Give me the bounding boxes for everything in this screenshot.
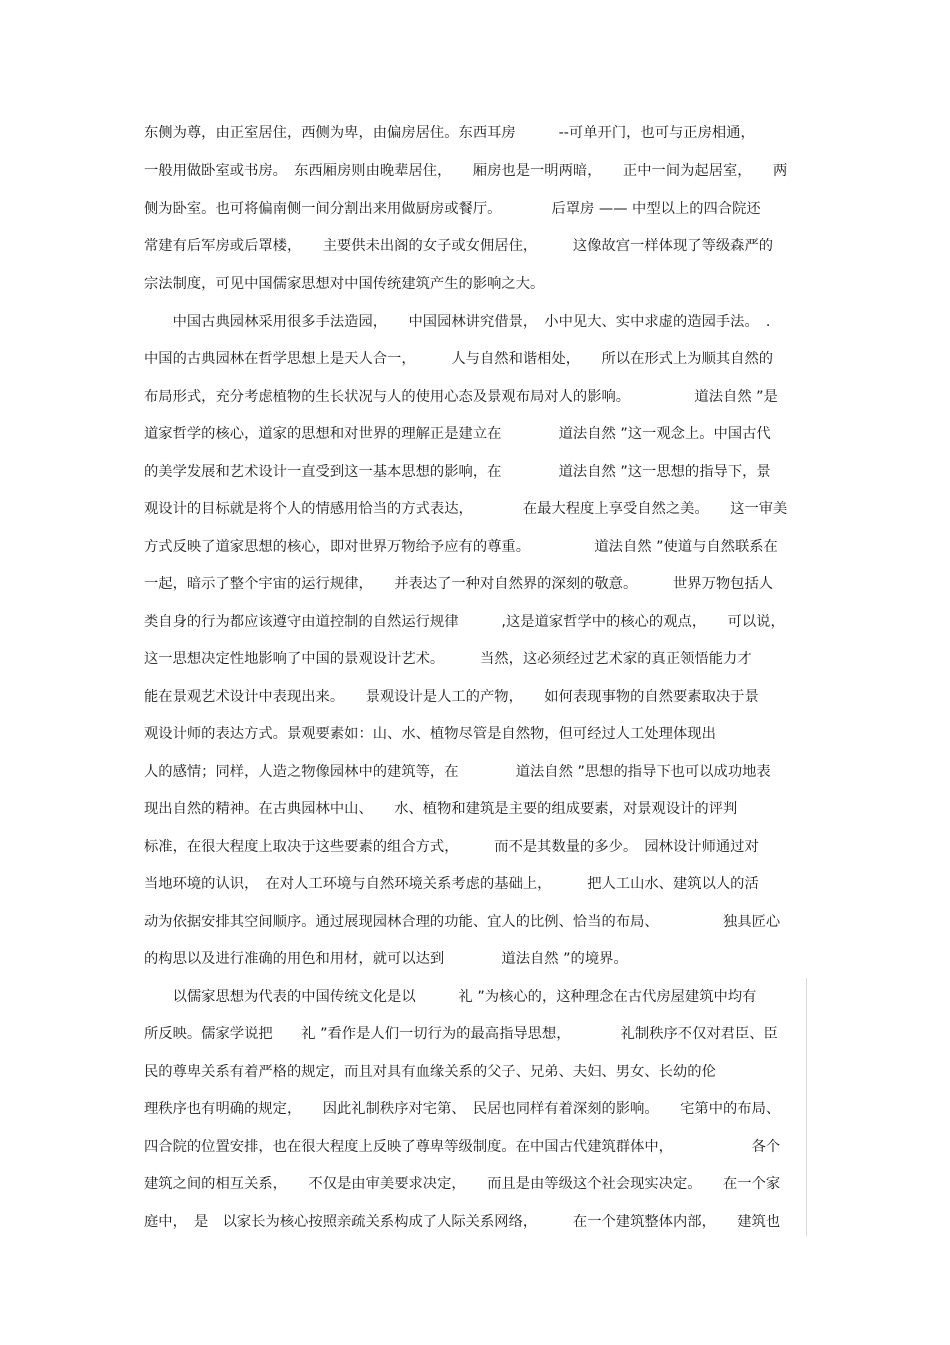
text-line: 观设计师的表达方式。景观要素如：山、水、植物尽管是自然物，但可经过人工处理体现出 [144,726,716,742]
text-line: 布局形式，充分考虑植物的生长状况与人的使用心态及景观布局对人的影响。 道法自然 ”是 [144,389,778,405]
text-line: 的美学发展和艺术设计一直受到这一基本思想的影响，在 道法自然 ”这一思想的指导下，景 [144,464,771,480]
text-line: 中国的古典园林在哲学思想上是天人合一， 人与自然和谐相处， 所以在形式上为顺其自然的 [144,351,774,367]
text-line: 类自身的行为都应该遵守由道控制的自然运行规律 ,这是道家哲学中的核心的观点， 可以说， [144,614,785,630]
text-line: 东侧为尊，由正室居住，西侧为卑，由偏房居住。东西耳房 --可单开门，也可与正房相通， [144,125,755,141]
text-line: 动为依据安排其空间顺序。通过展现园林合理的功能、宜人的比例、恰当的布局、 独具匠心 [144,914,781,930]
text-line: 现出自然的精神。在古典园林中山、 水、植物和建筑是主要的组成要素，对景观设计的评判 [144,801,738,817]
text-line: 理秩序也有明确的规定， 因此礼制秩序对宅第、 民居也同样有着深刻的影响。 宅第中的布局、 [144,1101,781,1117]
text-line: 方式反映了道家思想的核心，即对世界万物给予应有的尊重。 道法自然 ”使道与自然联系在 [144,539,778,555]
text-line: 一起，暗示了整个宇宙的运行规律， 并表达了一种对自然界的深刻的敬意。 世界万物包括人 [144,576,774,592]
text-line: 能在景观艺术设计中表现出来。 景观设计是人工的产物， 如何表现事物的自然要素取决于景 [144,689,759,705]
text-line: 一般用做卧室或书房。 东西厢房则由晚辈居住， 厢房也是一明两暗， 正中一间为起居室， 两 [144,163,788,179]
text-line: 四合院的位置安排，也在很大程度上反映了尊卑等级制度。在中国古代建筑群体中， 各个 [144,1139,781,1155]
text-line: 这一思想决定性地影响了中国的景观设计艺术。 当然，这必须经过艺术家的真正领悟能力才 [144,651,752,667]
text-line: 庭中， 是 以家长为核心按照亲疏关系构成了人际关系网络， 在一个建筑整体内部， 建筑也 [144,1214,781,1230]
text-line: 人的感情；同样，人造之物像园林中的建筑等，在 道法自然 ”思想的指导下也可以成功地表 [144,764,771,780]
column-edge-rule [806,978,807,1236]
text-line: 标准，在很大程度上取决于这些要素的组合方式， 而不是其数量的多少。 园林设计师通过对 [144,839,759,855]
text-line: 的构思以及进行准确的用色和用材，就可以达到 道法自然 ”的境界。 [144,951,628,967]
text-line: 建筑之间的相互关系， 不仅是由审美要求决定， 而且是由等级这个社会现实决定。 在一个家 [144,1176,781,1192]
text-line: 侧为卧室。也可将偏南侧一间分割出来用做厨房或餐厅。 后罩房 —— 中型以上的四合院还 [144,201,761,217]
text-line: 所反映。儒家学说把 礼 ”看作是人们一切行为的最高指导思想， 礼制秩序不仅对君臣、臣 [144,1026,778,1042]
text-line: 中国古典园林采用很多手法造园， 中国园林讲究借景， 小中见大、实中求虚的造园手法。 . [144,314,771,330]
text-line: 观设计的目标就是将个人的情感用恰当的方式表达， 在最大程度上享受自然之美。 这一审美 [144,501,788,517]
text-line: 宗法制度，可见中国儒家思想对中国传统建筑产生的影响之大。 [144,276,545,292]
text-line: 道家哲学的核心，道家的思想和对世界的理解正是建立在 道法自然 ”这一观念上。中国古代 [144,426,771,442]
text-line: 以儒家思想为代表的中国传统文化是以 礼 ”为核心的，这种理念在古代房屋建筑中均有 [144,989,757,1005]
text-line: 民的尊卑关系有着严格的规定，而且对具有血缘关系的父子、兄弟、夫妇、男女、长幼的伦 [144,1064,716,1080]
text-line: 当地环境的认识， 在对人工环境与自然环境关系考虑的基础上， 把人工山水、建筑以人的活 [144,876,759,892]
text-line: 常建有后军房或后罩楼， 主要供未出阁的女子或女佣居住， 这像故宫一样体现了等级森严的 [144,238,774,254]
